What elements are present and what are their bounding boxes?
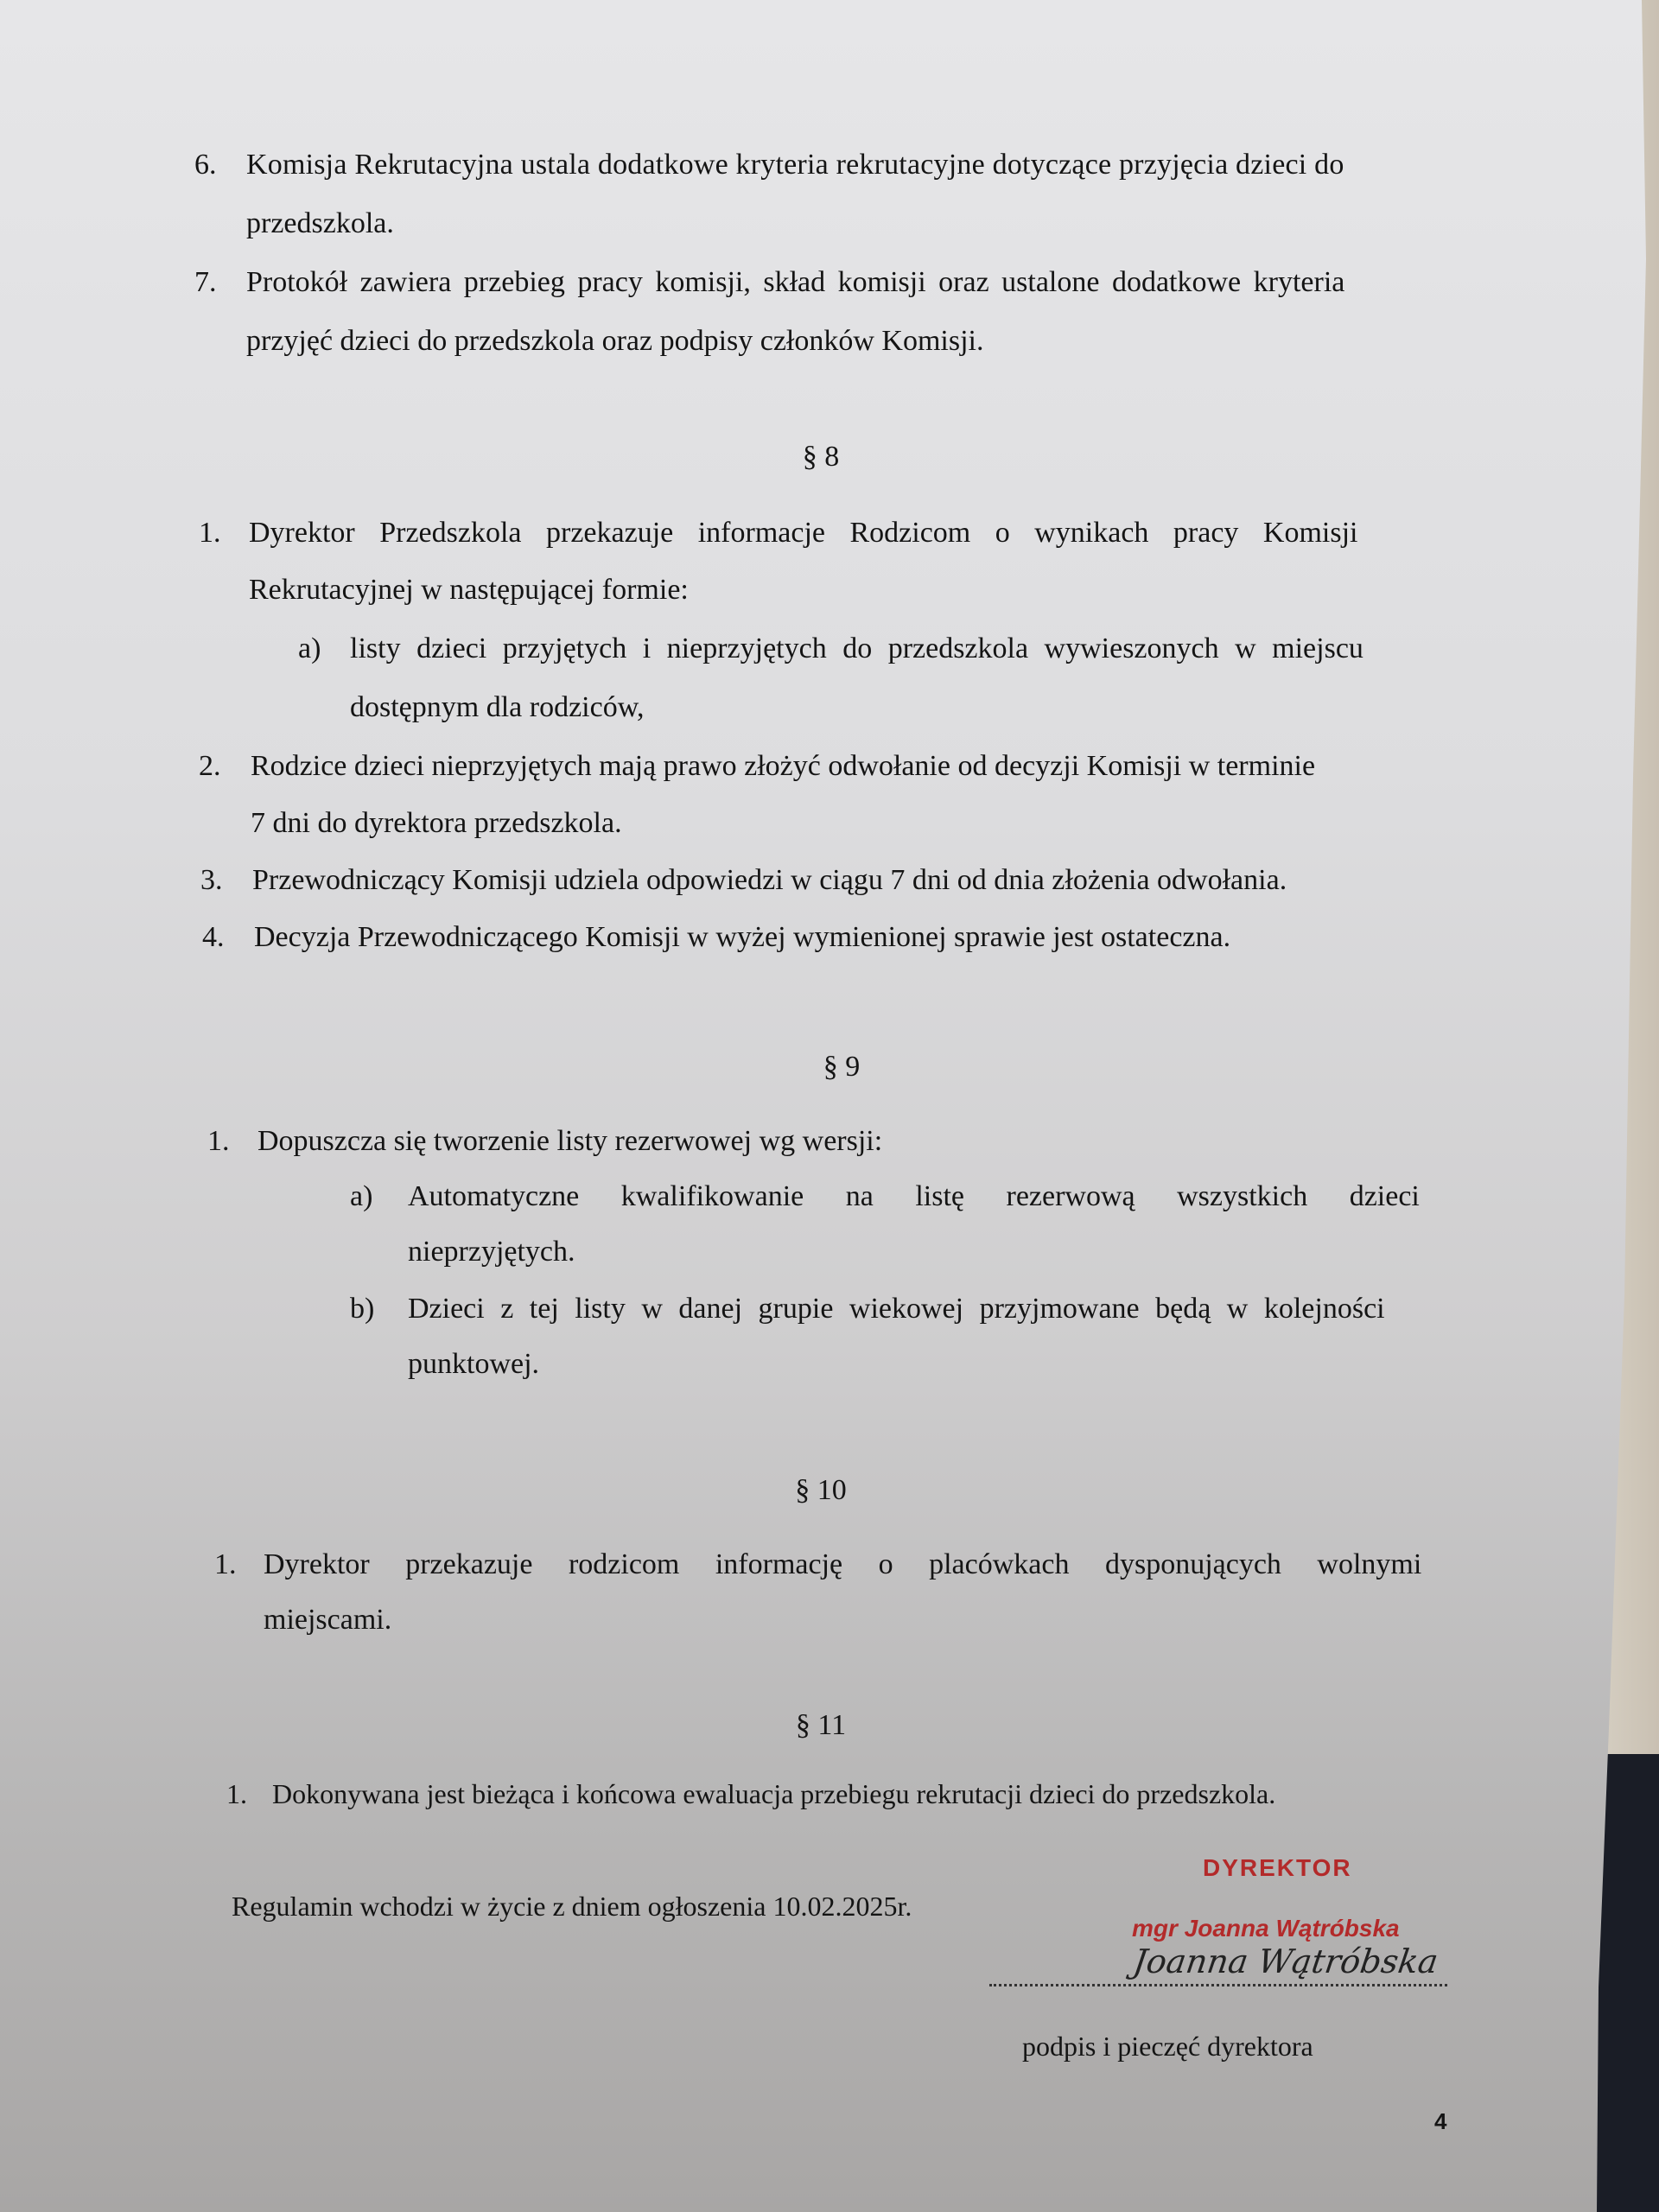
paragraph-line: miejscami. xyxy=(264,1604,392,1636)
item-number: 6. xyxy=(194,149,217,181)
section-heading: § 10 xyxy=(795,1474,847,1506)
item-number: 1. xyxy=(214,1548,237,1580)
paragraph-line: Dopuszcza się tworzenie listy rezerwowej wg wersji: xyxy=(257,1125,883,1157)
subitem-letter: a) xyxy=(350,1180,373,1212)
paragraph-line: Decyzja Przewodniczącego Komisji w wyżej wymienionej sprawie jest ostateczna. xyxy=(254,921,1231,953)
paragraph-line: Protokół zawiera przebieg pracy komisji, skład komisji oraz ustalone dodatkowe kryteria xyxy=(246,266,1345,298)
paragraph-line: dostępnym dla rodziców, xyxy=(350,691,645,723)
paragraph-line: przyjęć dzieci do przedszkola oraz podpisy członków Komisji. xyxy=(246,325,984,357)
paragraph-line: nieprzyjętych. xyxy=(408,1236,575,1268)
effective-date-text: Regulamin wchodzi w życie z dniem ogłoszenia 10.02.2025r. xyxy=(232,1891,912,1922)
item-number: 4. xyxy=(202,921,225,953)
item-number: 3. xyxy=(200,864,223,896)
section-heading: § 8 xyxy=(802,441,840,473)
stamp-name: mgr Joanna Wątróbska xyxy=(1132,1915,1400,1942)
subitem-letter: b) xyxy=(350,1293,375,1325)
paragraph-line: punktowej. xyxy=(408,1348,540,1380)
paragraph-line: Dyrektor przekazuje rodzicom informację o placówkach dysponujących wolnymi xyxy=(264,1548,1422,1580)
subitem-letter: a) xyxy=(298,632,321,664)
signature-caption: podpis i pieczęć dyrektora xyxy=(1022,2031,1313,2062)
paragraph-line: Automatyczne kwalifikowanie na listę rezerwową wszystkich dzieci xyxy=(408,1180,1420,1212)
signature-line xyxy=(989,1984,1447,1986)
item-number: 7. xyxy=(194,266,217,298)
stamp-title: DYREKTOR xyxy=(1203,1854,1352,1881)
paragraph-line: Dyrektor Przedszkola przekazuje informacje Rodzicom o wynikach pracy Komisji xyxy=(249,517,1358,549)
paragraph-line: Komisja Rekrutacyjna ustala dodatkowe kryteria rekrutacyjne dotyczące przyjęcia dzieci do xyxy=(246,149,1344,181)
paragraph-line: 7 dni do dyrektora przedszkola. xyxy=(251,807,622,839)
item-number: 1. xyxy=(226,1778,247,1809)
paragraph-line: listy dzieci przyjętych i nieprzyjętych do przedszkola wywieszonych w miejscu xyxy=(350,632,1363,664)
handwritten-signature: Joanna Wątróbska xyxy=(1130,1942,1441,1980)
paragraph-line: Rekrutacyjnej w następującej formie: xyxy=(249,574,689,606)
paragraph-line: przedszkola. xyxy=(246,207,394,239)
page-number: 4 xyxy=(1434,2108,1447,2134)
item-number: 2. xyxy=(199,750,221,782)
paragraph-line: Przewodniczący Komisji udziela odpowiedzi w ciągu 7 dni od dnia złożenia odwołania. xyxy=(252,864,1287,896)
paragraph-line: Dokonywana jest bieżąca i końcowa ewaluacja przebiegu rekrutacji dzieci do przedszkola. xyxy=(272,1778,1276,1809)
paragraph-line: Dzieci z tej listy w danej grupie wiekowej przyjmowane będą w kolejności xyxy=(408,1293,1385,1325)
item-number: 1. xyxy=(199,517,221,549)
section-heading: § 11 xyxy=(795,1709,847,1741)
item-number: 1. xyxy=(207,1125,230,1157)
paragraph-line: Rodzice dzieci nieprzyjętych mają prawo złożyć odwołanie od decyzji Komisji w terminie xyxy=(251,750,1316,782)
section-heading: § 9 xyxy=(823,1051,861,1083)
